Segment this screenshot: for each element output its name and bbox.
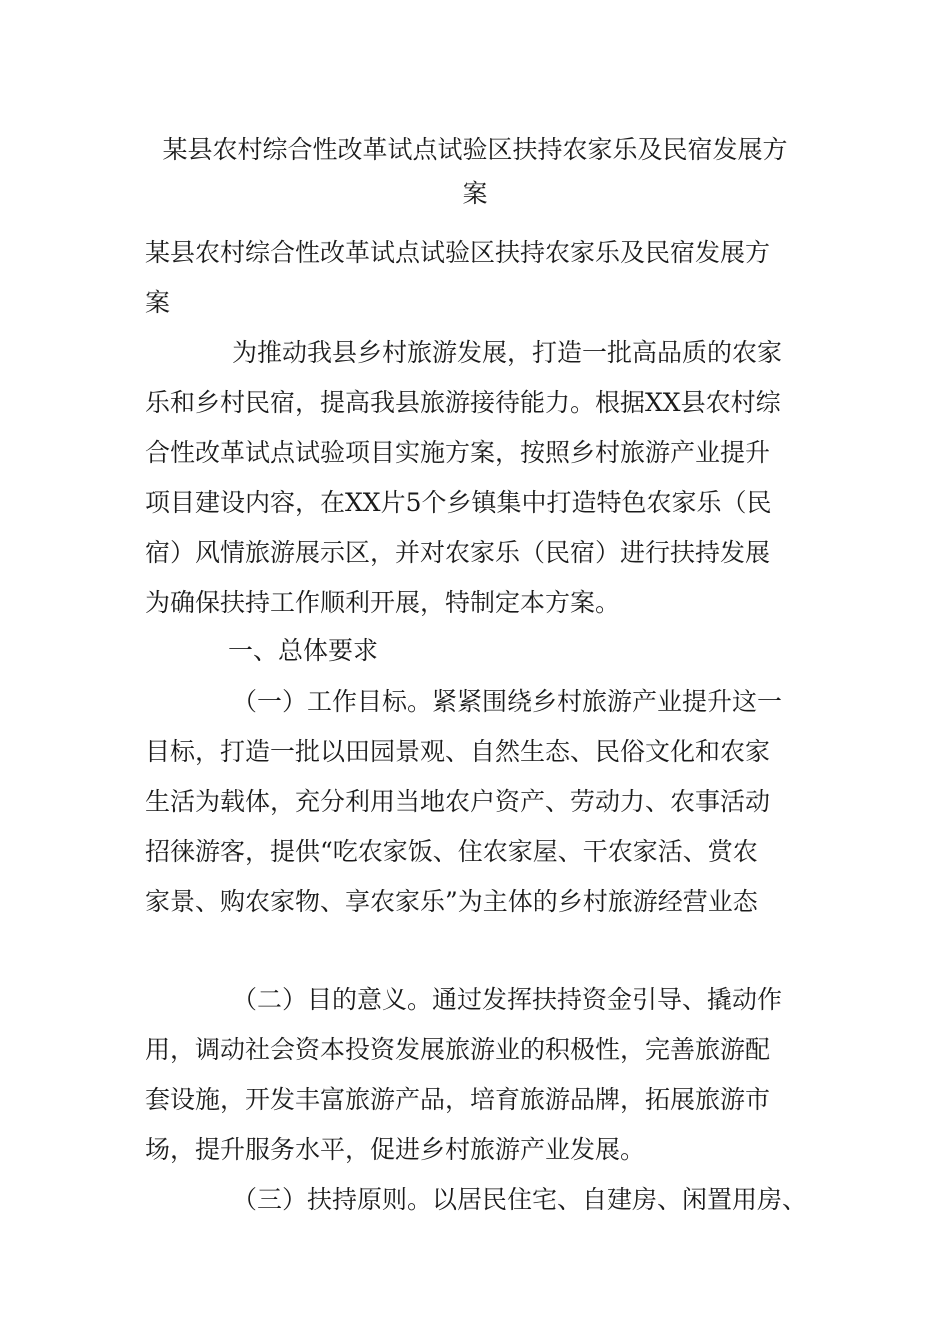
paragraph-1-line: 项目建设内容，在XX片5个乡镇集中打造特色农家乐（民 [145, 488, 772, 517]
paragraph-3-line: 场，提升服务水平，促进乡村旅游产业发展。 [145, 1135, 646, 1164]
paragraph-2-line: 生活为载体，充分利用当地农户资产、劳动力、农事活动 [145, 787, 771, 816]
paragraph-1-line: 乐和乡村民宿，提高我县旅游接待能力。根据XX县农村综 [145, 388, 781, 417]
paragraph-2-line: （一）工作目标。紧紧围绕乡村旅游产业提升这一 [232, 687, 783, 716]
paragraph-2-line: 目标，打造一批以田园景观、自然生态、民俗文化和农家 [145, 737, 771, 766]
title-line-2: 案 [462, 179, 488, 208]
document-title [140, 128, 810, 216]
subtitle-line-1: 某县农村综合性改革试点试验区扶持农家乐及民宿发展方 [145, 238, 771, 267]
paragraph-4-line: （三）扶持原则。以居民住宅、自建房、闲置用房、 [232, 1185, 808, 1214]
paragraph-3-line: 套设施，开发丰富旅游产品，培育旅游品牌，拓展旅游市 [145, 1085, 771, 1114]
paragraph-3-line: （二）目的意义。通过发挥扶持资金引导、撬动作 [232, 985, 783, 1014]
subtitle-line-2: 案 [145, 288, 171, 317]
paragraph-2-line: 家景、购农家物、享农家乐”为主体的乡村旅游经营业态 [145, 887, 758, 916]
paragraph-1-line: 为推动我县乡村旅游发展，打造一批高品质的农家 [232, 338, 783, 367]
paragraph-3-line: 用，调动社会资本投资发展旅游业的积极性，完善旅游配 [145, 1035, 771, 1064]
paragraph-2-line: 招徕游客，提供“吃农家饭、住农家屋、干农家活、赏农 [145, 837, 758, 866]
paragraph-1-line: 合性改革试点试验项目实施方案，按照乡村旅游产业提升 [145, 438, 771, 467]
paragraph-1-line: 为确保扶持工作顺利开展，特制定本方案。 [145, 588, 621, 617]
title-line-1: 某县农村综合性改革试点试验区扶持农家乐及民宿发展方 [162, 135, 788, 164]
paragraph-1-line: 宿）风情旅游展示区，并对农家乐（民宿）进行扶持发展 [145, 538, 771, 567]
section-heading: 一、总体要求 [228, 636, 379, 665]
